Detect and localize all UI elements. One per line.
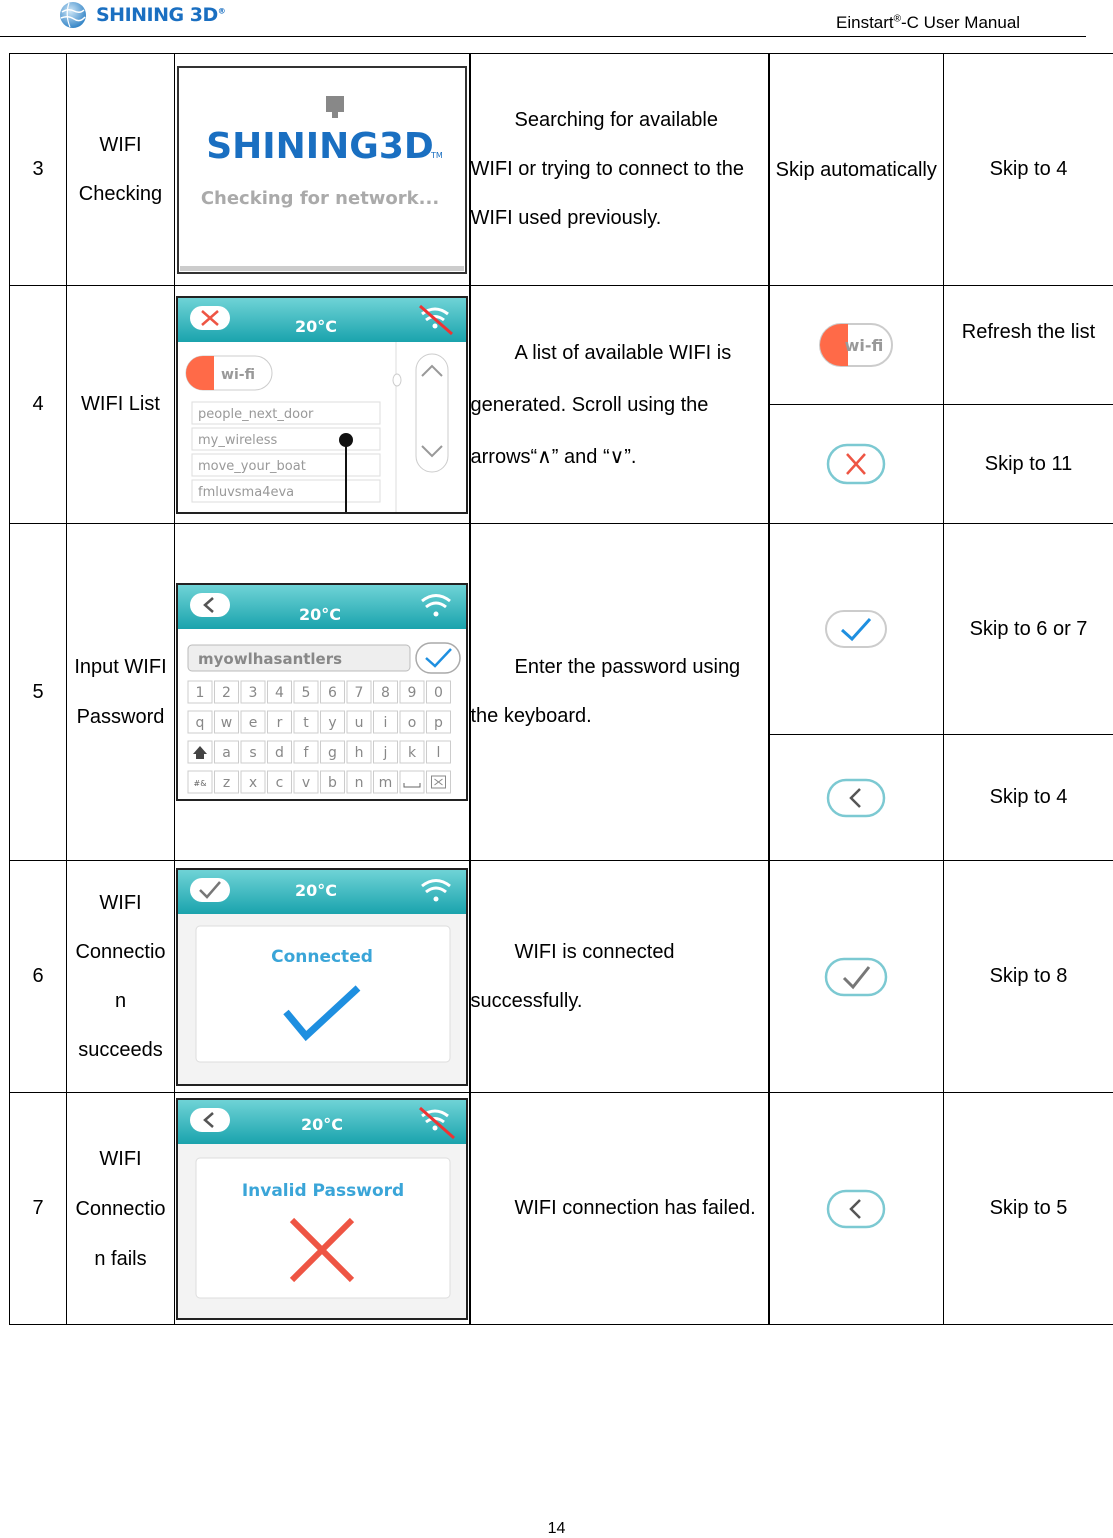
step-description: WIFI connection has failed. xyxy=(470,1093,769,1325)
svg-text:k: k xyxy=(407,745,416,761)
keyboard-key xyxy=(241,741,265,763)
action-icon-cell xyxy=(769,1093,944,1325)
svg-text:5: 5 xyxy=(301,685,311,701)
keyboard-key xyxy=(241,681,265,703)
close-icon xyxy=(190,306,230,330)
step-number: 4 xyxy=(10,286,67,524)
check-icon xyxy=(416,643,460,673)
action-result: Skip to 8 xyxy=(944,861,1113,1093)
svg-text:u: u xyxy=(354,715,364,731)
svg-text:h: h xyxy=(354,745,364,761)
step-description: A list of available WIFI is generated. Scroll using the arrows“∧” and “∨”. xyxy=(470,286,769,524)
checking-network-screen xyxy=(177,66,467,274)
step-name: WIFI Connectio n succeeds xyxy=(67,861,175,1093)
invalid-password-screen xyxy=(176,1098,468,1320)
action-icon-cell xyxy=(769,524,944,735)
screen-image-cell xyxy=(175,524,470,861)
svg-text:3: 3 xyxy=(248,685,258,701)
keyboard-key xyxy=(267,711,291,733)
keyboard-key xyxy=(241,771,265,793)
keyboard-key xyxy=(294,741,318,763)
svg-text:q: q xyxy=(195,715,205,731)
svg-text:20°C: 20°C xyxy=(300,1114,343,1134)
action-result: Skip to 11 xyxy=(944,405,1113,524)
close-icon xyxy=(826,443,886,485)
action-result: Skip to 4 xyxy=(944,54,1113,286)
logo-text: SHINING 3D® xyxy=(96,4,226,26)
wifi-toggle-icon xyxy=(818,322,894,368)
keyboard-key xyxy=(347,741,371,763)
svg-text:wi-fi: wi-fi xyxy=(844,336,884,355)
svg-text:0: 0 xyxy=(433,685,443,701)
keyboard-key xyxy=(373,711,397,733)
logo xyxy=(56,0,225,30)
action-icon-cell xyxy=(769,861,944,1093)
svg-text:20°C: 20°C xyxy=(298,605,341,624)
svg-text:f: f xyxy=(303,745,309,761)
keyboard-key xyxy=(400,711,424,733)
svg-text:r: r xyxy=(276,715,283,731)
step-description: Searching for available WIFI or trying to connect to the WIFI used previously. xyxy=(470,54,769,286)
keyboard-key xyxy=(347,771,371,793)
space-key xyxy=(400,771,424,793)
action-label xyxy=(769,54,944,286)
keyboard-key xyxy=(214,741,238,763)
svg-text:i: i xyxy=(383,715,388,731)
keyboard-key xyxy=(294,711,318,733)
svg-text:t: t xyxy=(303,715,309,731)
svg-text:20°C: 20°C xyxy=(294,316,337,336)
wifi-toggle xyxy=(186,356,272,390)
delete-key xyxy=(426,771,450,793)
step-description: WIFI is connected successfully. xyxy=(470,861,769,1093)
table-row xyxy=(10,861,1113,1093)
action-icon-cell xyxy=(769,735,944,861)
back-icon xyxy=(826,778,886,818)
keyboard-key xyxy=(188,711,212,733)
network-item: move_your_boat xyxy=(197,458,306,474)
keyboard-key xyxy=(214,681,238,703)
keyboard-key xyxy=(426,741,450,763)
table-row xyxy=(10,286,1113,405)
svg-text:6: 6 xyxy=(327,685,337,701)
svg-text:d: d xyxy=(274,745,284,761)
back-icon xyxy=(190,1108,230,1132)
back-icon xyxy=(190,593,230,617)
svg-text:Checking for network...: Checking for network... xyxy=(200,187,439,209)
step-name: WIFI Checking xyxy=(67,54,175,286)
network-item: fmluvsma4eva xyxy=(197,484,294,500)
svg-text:SHINING3D: SHINING3D xyxy=(205,125,434,167)
svg-text:wi-fi: wi-fi xyxy=(220,366,255,383)
svg-text:l: l xyxy=(436,745,441,761)
keyboard-key xyxy=(320,741,344,763)
table-row xyxy=(10,524,1113,735)
screen-image-cell xyxy=(175,1093,470,1325)
action-icon-cell xyxy=(769,405,944,524)
keyboard-key xyxy=(267,681,291,703)
check-icon xyxy=(190,878,230,902)
svg-text:4: 4 xyxy=(274,685,284,701)
network-item: people_next_door xyxy=(197,406,314,422)
svg-text:x: x xyxy=(248,775,257,791)
network-item: my_wireless xyxy=(197,432,278,448)
keyboard-key xyxy=(294,771,318,793)
keyboard-key xyxy=(294,681,318,703)
keyboard-key xyxy=(373,741,397,763)
table-row xyxy=(10,54,1113,286)
action-icon-cell xyxy=(769,286,944,405)
step-number: 5 xyxy=(10,524,67,861)
wifi-screens-table xyxy=(9,53,1113,1325)
page-header xyxy=(0,0,1113,40)
svg-text:o: o xyxy=(407,715,417,731)
header-rule xyxy=(0,36,1086,37)
svg-text:2: 2 xyxy=(221,685,231,701)
step-name: Input WIFI Password xyxy=(67,524,175,861)
globe-logo-icon xyxy=(56,0,90,30)
svg-text:Invalid Password: Invalid Password xyxy=(241,1180,404,1201)
svg-text:w: w xyxy=(220,715,232,731)
keyboard-key xyxy=(373,771,397,793)
keyboard-key xyxy=(188,681,212,703)
password-input-screen xyxy=(176,583,468,801)
svg-text:8: 8 xyxy=(380,685,390,701)
keyboard-key xyxy=(320,771,344,793)
keyboard-key xyxy=(426,711,450,733)
svg-text:7: 7 xyxy=(354,685,364,701)
keyboard-key xyxy=(400,741,424,763)
step-number: 6 xyxy=(10,861,67,1093)
svg-text:b: b xyxy=(327,775,337,791)
svg-text:j: j xyxy=(383,745,388,761)
password-field: myowlhasantlers xyxy=(197,650,342,668)
svg-text:v: v xyxy=(301,775,310,791)
page-number: 14 xyxy=(547,1520,566,1537)
keyboard-key xyxy=(400,681,424,703)
svg-text:g: g xyxy=(327,745,337,761)
shift-key xyxy=(188,741,212,763)
wifi-list-screen xyxy=(176,296,468,514)
connected-screen xyxy=(176,868,468,1086)
manual-title: Einstart®-C User Manual xyxy=(836,13,1021,32)
keyboard-key xyxy=(214,711,238,733)
keyboard-key xyxy=(267,771,291,793)
keyboard-key xyxy=(214,771,238,793)
svg-text:TM: TM xyxy=(430,150,443,160)
svg-text:20°C: 20°C xyxy=(294,880,337,900)
screen-image-cell xyxy=(175,861,470,1093)
skip-automatically-text: Skip automatically xyxy=(775,158,937,181)
svg-text:m: m xyxy=(378,775,393,791)
action-result: Skip to 5 xyxy=(944,1093,1113,1325)
svg-text:z: z xyxy=(222,775,230,791)
svg-text:y: y xyxy=(328,715,337,731)
keyboard-key xyxy=(241,711,265,733)
table-row xyxy=(10,1093,1113,1325)
svg-text:p: p xyxy=(433,715,443,731)
screen-image-cell xyxy=(175,286,470,524)
keyboard-key xyxy=(373,681,397,703)
action-result: Skip to 6 or 7 xyxy=(944,524,1113,735)
step-name: WIFI List xyxy=(67,286,175,524)
svg-text:#&: #& xyxy=(193,779,207,788)
step-description: Enter the password using the keyboard. xyxy=(470,524,769,861)
symbols-key xyxy=(188,771,212,793)
svg-text:s: s xyxy=(249,745,257,761)
keyboard-key xyxy=(320,711,344,733)
action-result: Refresh the list xyxy=(944,286,1113,405)
keyboard-key xyxy=(347,681,371,703)
check-icon xyxy=(824,957,888,997)
keyboard-key xyxy=(347,711,371,733)
svg-text:a: a xyxy=(221,745,231,761)
svg-text:1: 1 xyxy=(195,685,205,701)
screen-image-cell xyxy=(175,54,470,286)
action-result: Skip to 4 xyxy=(944,735,1113,861)
step-name: WIFI Connectio n fails xyxy=(67,1093,175,1325)
svg-text:c: c xyxy=(275,775,284,791)
svg-text:Connected: Connected xyxy=(270,946,373,967)
step-number: 7 xyxy=(10,1093,67,1325)
keyboard-key xyxy=(267,741,291,763)
svg-text:n: n xyxy=(354,775,364,791)
svg-text:e: e xyxy=(248,715,258,731)
keyboard-key xyxy=(426,681,450,703)
back-icon xyxy=(826,1189,886,1229)
check-icon xyxy=(824,609,888,649)
step-number: 3 xyxy=(10,54,67,286)
svg-text:9: 9 xyxy=(407,685,417,701)
keyboard-key xyxy=(320,681,344,703)
